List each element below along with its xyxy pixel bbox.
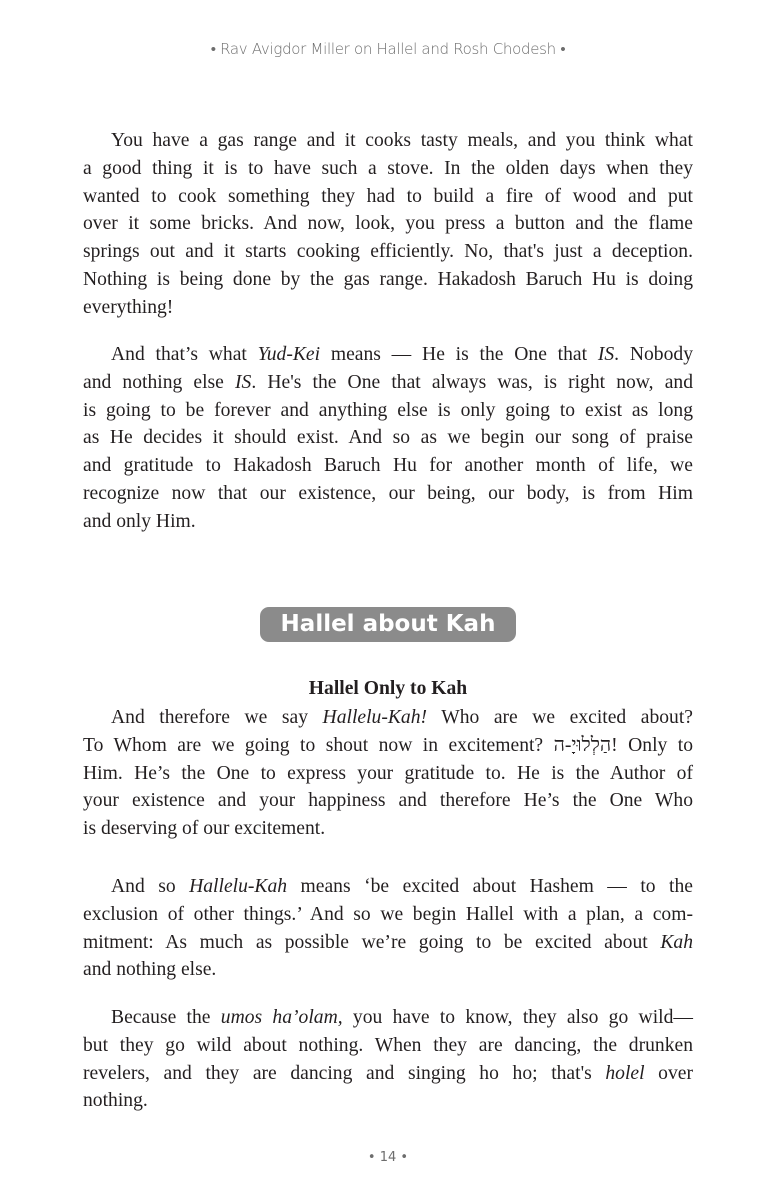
text-run: wanted to cook something they had to build a fire of wood and put <box>83 185 693 207</box>
text-run: Him. He’s the One to express your gratitude to. He is the Author of <box>83 762 693 784</box>
text-line <box>83 155 693 183</box>
text-run: mitment: As much as possible we’re going to be excited about <box>83 931 661 953</box>
text-line <box>83 294 693 322</box>
italic-text: umos ha’olam, <box>220 1007 343 1028</box>
text-run: You have a gas range and it cooks tasty meals, and you think what <box>111 130 693 151</box>
text-line <box>83 732 693 760</box>
text-line <box>83 508 693 536</box>
section-heading-badge: Hallel about Kah <box>260 607 516 642</box>
text-line <box>83 397 693 425</box>
text-run: is deserving of our excitement. <box>83 818 326 840</box>
text-line <box>83 1060 693 1088</box>
italic-text: IS <box>235 371 252 393</box>
text-run: means ‘be excited about Hashem — to the <box>287 876 693 897</box>
text-run: as He decides it should exist. And so as we begin our song of praise <box>83 427 693 449</box>
text-line <box>83 1032 693 1060</box>
text-run: and nothing else <box>83 371 236 393</box>
page-number: • 14 • <box>367 1150 409 1165</box>
text-line <box>83 210 693 238</box>
text-run: And that’s what <box>111 344 258 365</box>
subheading: Hallel Only to Kah <box>308 678 468 699</box>
text-line <box>83 1087 693 1115</box>
text-line <box>83 1004 693 1032</box>
text-run: a good thing it is to have such a stove. In the olden days when they <box>83 157 693 179</box>
text-line <box>83 787 693 815</box>
text-run: over it some bricks. And now, look, you press a button and the flame <box>83 213 693 235</box>
italic-text: IS <box>597 344 615 365</box>
text-line <box>83 704 693 732</box>
paragraph <box>83 704 693 843</box>
text-run: Because the <box>111 1007 221 1028</box>
italic-text: Hallelu-Kah! <box>322 707 428 728</box>
text-run: nothing. <box>83 1090 148 1112</box>
paragraph <box>83 873 693 984</box>
running-header: • Rav Avigdor Miller on Hallel and Rosh Chodesh • <box>210 40 566 58</box>
text-run: and only Him. <box>83 510 196 532</box>
text-line <box>83 760 693 788</box>
text-run: and gratitude to Hakadosh Baruch Hu for another month of life, we <box>83 455 693 477</box>
text-line <box>83 369 693 397</box>
text-run: but they go wild about nothing. When they are dancing, the drunken <box>83 1034 693 1056</box>
text-run: And therefore we say <box>111 707 323 728</box>
text-line <box>83 127 693 155</box>
text-line <box>83 956 693 984</box>
text-run: is going to be forever and anything else is only going to exist as long <box>83 399 693 421</box>
text-run: Who are we excited about? <box>427 707 693 728</box>
text-line <box>83 480 693 508</box>
italic-text: Yud-Kei <box>257 344 321 365</box>
text-run: To Whom are we going to shout now in excitement? הַלְלוּיָ-ה! Only to <box>83 734 694 756</box>
text-line <box>83 266 693 294</box>
text-line <box>83 238 693 266</box>
text-line <box>83 424 693 452</box>
text-run: . Nobody <box>614 344 693 365</box>
text-run: recognize now that our existence, our being, our body, is from Him <box>83 482 693 504</box>
paragraph <box>83 1004 693 1115</box>
text-line <box>83 815 693 843</box>
text-line <box>83 183 693 211</box>
text-line <box>83 452 693 480</box>
paragraph <box>83 127 693 322</box>
italic-text: Hallelu-Kah <box>189 876 288 897</box>
text-run: and nothing else. <box>83 959 217 981</box>
text-line <box>83 929 693 957</box>
text-line <box>83 873 693 901</box>
italic-text: Kah <box>660 931 693 953</box>
text-run: . He's the One that always was, is right now, and <box>251 371 693 393</box>
text-run: exclusion of other things.’ And so we begin Hallel with a plan, a com- <box>83 903 693 925</box>
text-run: everything! <box>83 296 174 318</box>
text-run: revelers, and they are dancing and singing ho ho; that's <box>83 1062 606 1084</box>
paragraph <box>83 341 693 536</box>
text-line <box>83 901 693 929</box>
text-line <box>83 341 693 369</box>
italic-text: holel <box>605 1062 645 1084</box>
text-run: Nothing is being done by the gas range. Hakadosh Baruch Hu is doing <box>83 268 693 290</box>
text-run: means — He is the One that <box>320 344 598 365</box>
text-run: your existence and your happiness and therefore He’s the One Who <box>83 790 693 812</box>
text-run: springs out and it starts cooking efficiently. No, that's just a deception. <box>83 241 693 263</box>
text-run: over <box>644 1062 693 1084</box>
text-run: you have to know, they also go wild— <box>342 1007 693 1028</box>
text-run: And so <box>111 876 190 897</box>
